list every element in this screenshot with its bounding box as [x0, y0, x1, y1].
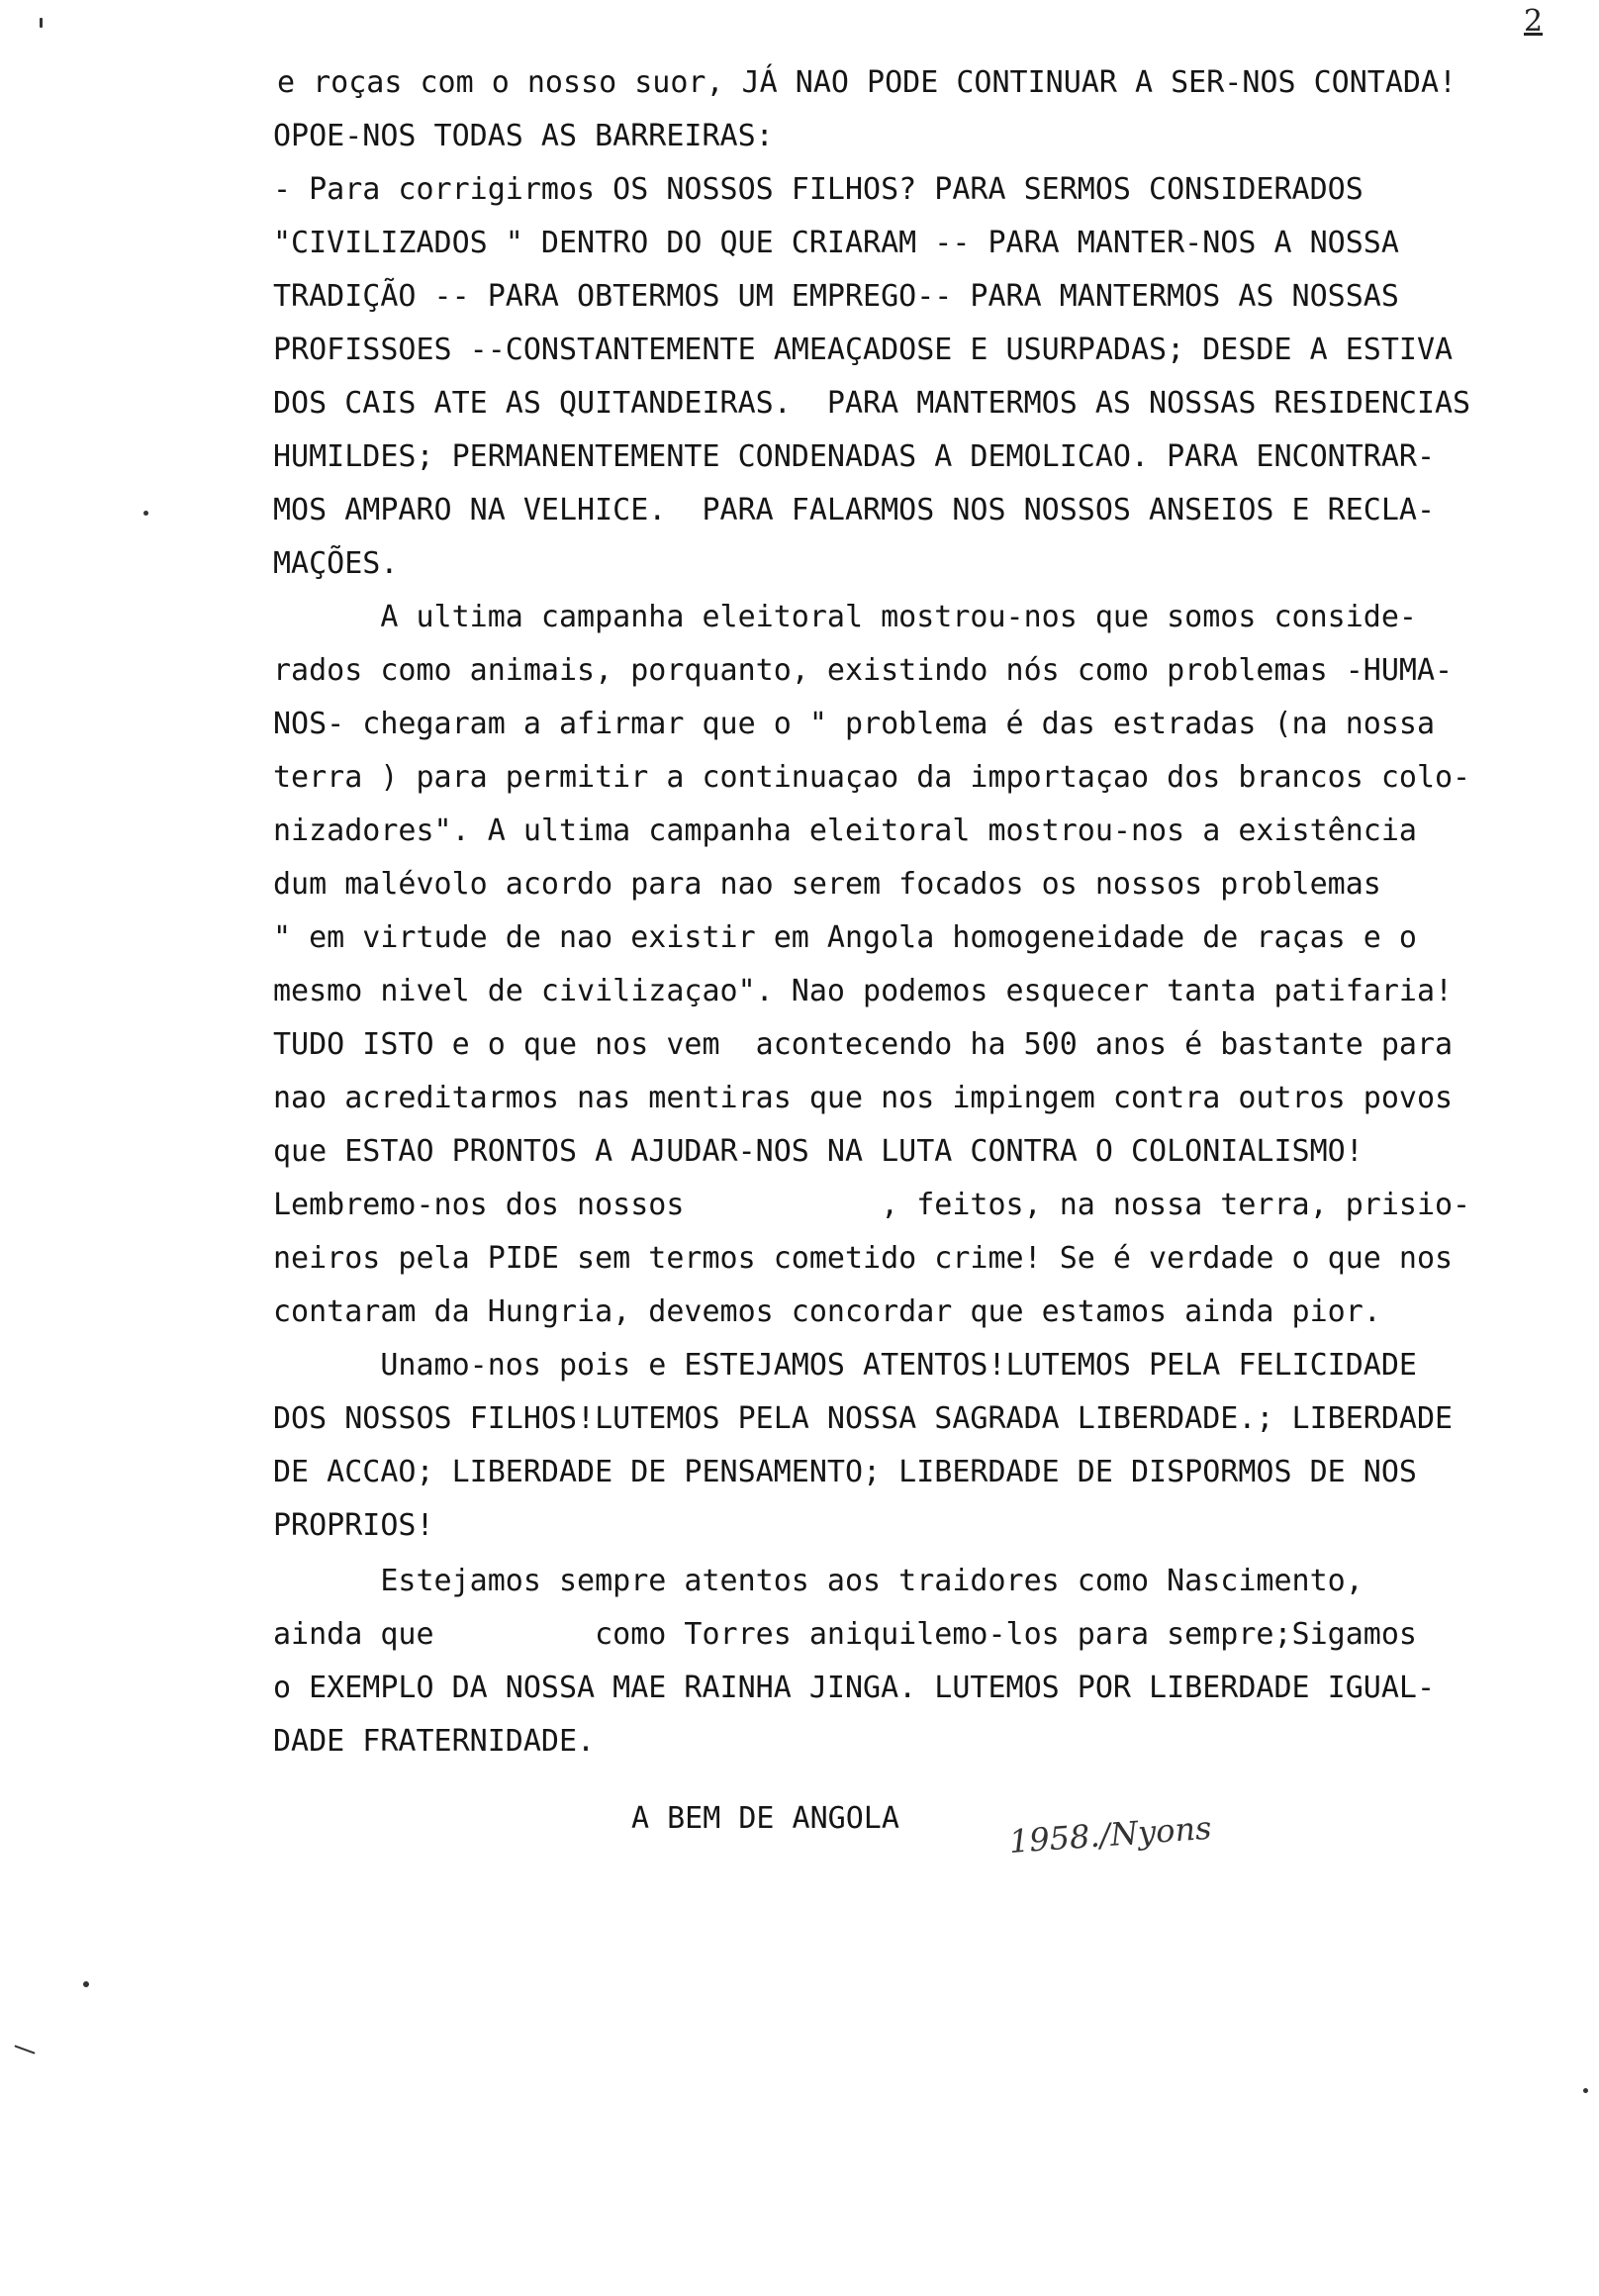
text-line: DE ACCAO; LIBERDADE DE PENSAMENTO; LIBERDADE DE DISPORMOS DE NOS	[273, 1455, 1417, 1489]
handwritten-note: 1958./Nyons	[1007, 1808, 1213, 1861]
text-line: NOS- chegaram a afirmar que o " problema é das estradas (na nossa	[273, 707, 1435, 741]
text-line: contaram da Hungria, devemos concordar que estamos ainda pior.	[273, 1294, 1381, 1329]
text-line: DOS NOSSOS FILHOS!LUTEMOS PELA NOSSA SAGRADA LIBERDADE.; LIBERDADE	[273, 1401, 1454, 1436]
text-line: o EXEMPLO DA NOSSA MAE RAINHA JINGA. LUTEMOS POR LIBERDADE IGUAL-	[273, 1671, 1435, 1705]
scan-speck	[40, 18, 43, 28]
text-line: TUDO ISTO e o que nos vem acontecendo ha 500 anos é bastante para	[273, 1027, 1454, 1062]
text-line: "CIVILIZADOS " DENTRO DO QUE CRIARAM -- PARA MANTER-NOS A NOSSA	[273, 226, 1399, 260]
text-line: terra ) para permitir a continuaçao da importaçao dos brancos colo-	[273, 760, 1471, 795]
text-line: TRADIÇÃO -- PARA OBTERMOS UM EMPREGO-- PARA MANTERMOS AS NOSSAS	[273, 279, 1399, 314]
scan-speck	[14, 2045, 35, 2054]
scan-speck	[143, 511, 148, 516]
text-line: HUMILDES; PERMANENTEMENTE CONDENADAS A DEMOLICAO. PARA ENCONTRAR-	[273, 439, 1435, 474]
text-line: Unamo-nos pois e ESTEJAMOS ATENTOS!LUTEMOS PELA FELICIDADE	[273, 1348, 1417, 1383]
scan-speck	[83, 1981, 89, 1987]
closing-line: A BEM DE ANGOLA	[631, 1801, 899, 1836]
text-line: Lembremo-nos dos nossos , feitos, na nossa terra, prisio-	[273, 1188, 1471, 1222]
page-number: 2	[1524, 4, 1544, 39]
text-line: A ultima campanha eleitoral mostrou-nos que somos conside-	[273, 600, 1417, 634]
text-line: Estejamos sempre atentos aos traidores como Nascimento,	[273, 1564, 1364, 1598]
text-line: MOS AMPARO NA VELHICE. PARA FALARMOS NOS NOSSOS ANSEIOS E RECLA-	[273, 493, 1435, 527]
text-line: mesmo nivel de civilizaçao". Nao podemos esquecer tanta patifaria!	[273, 974, 1454, 1008]
text-line: DADE FRATERNIDADE.	[273, 1724, 596, 1759]
text-line: DOS CAIS ATE AS QUITANDEIRAS. PARA MANTERMOS AS NOSSAS RESIDENCIAS	[273, 386, 1471, 421]
text-line: nizadores". A ultima campanha eleitoral mostrou-nos a existência	[273, 813, 1417, 848]
text-line: dum malévolo acordo para nao serem focados os nossos problemas	[273, 867, 1381, 902]
text-line: PROPRIOS!	[273, 1508, 434, 1543]
text-line: - Para corrigirmos OS NOSSOS FILHOS? PARA SERMOS CONSIDERADOS	[273, 172, 1364, 207]
text-line: " em virtude de nao existir em Angola homogeneidade de raças e o	[273, 920, 1417, 955]
text-line: nao acreditarmos nas mentiras que nos impingem contra outros povos	[273, 1081, 1454, 1115]
text-line: OPOE-NOS TODAS AS BARREIRAS:	[273, 119, 774, 153]
text-line: que ESTAO PRONTOS A AJUDAR-NOS NA LUTA CONTRA O COLONIALISMO!	[273, 1134, 1364, 1169]
text-line: PROFISSOES --CONSTANTEMENTE AMEAÇADOSE E USURPADAS; DESDE A ESTIVA	[273, 333, 1454, 367]
text-line: ainda que como Torres aniquilemo-los para sempre;Sigamos	[273, 1617, 1417, 1652]
text-line: MAÇÕES.	[273, 546, 399, 581]
scan-speck	[1583, 2088, 1588, 2093]
text-line: rados como animais, porquanto, existindo nós como problemas -HUMA-	[273, 653, 1454, 688]
text-line: neiros pela PIDE sem termos cometido crime! Se é verdade o que nos	[273, 1241, 1454, 1276]
text-line: e roças com o nosso suor, JÁ NAO PODE CONTINUAR A SER-NOS CONTADA!	[277, 65, 1458, 100]
